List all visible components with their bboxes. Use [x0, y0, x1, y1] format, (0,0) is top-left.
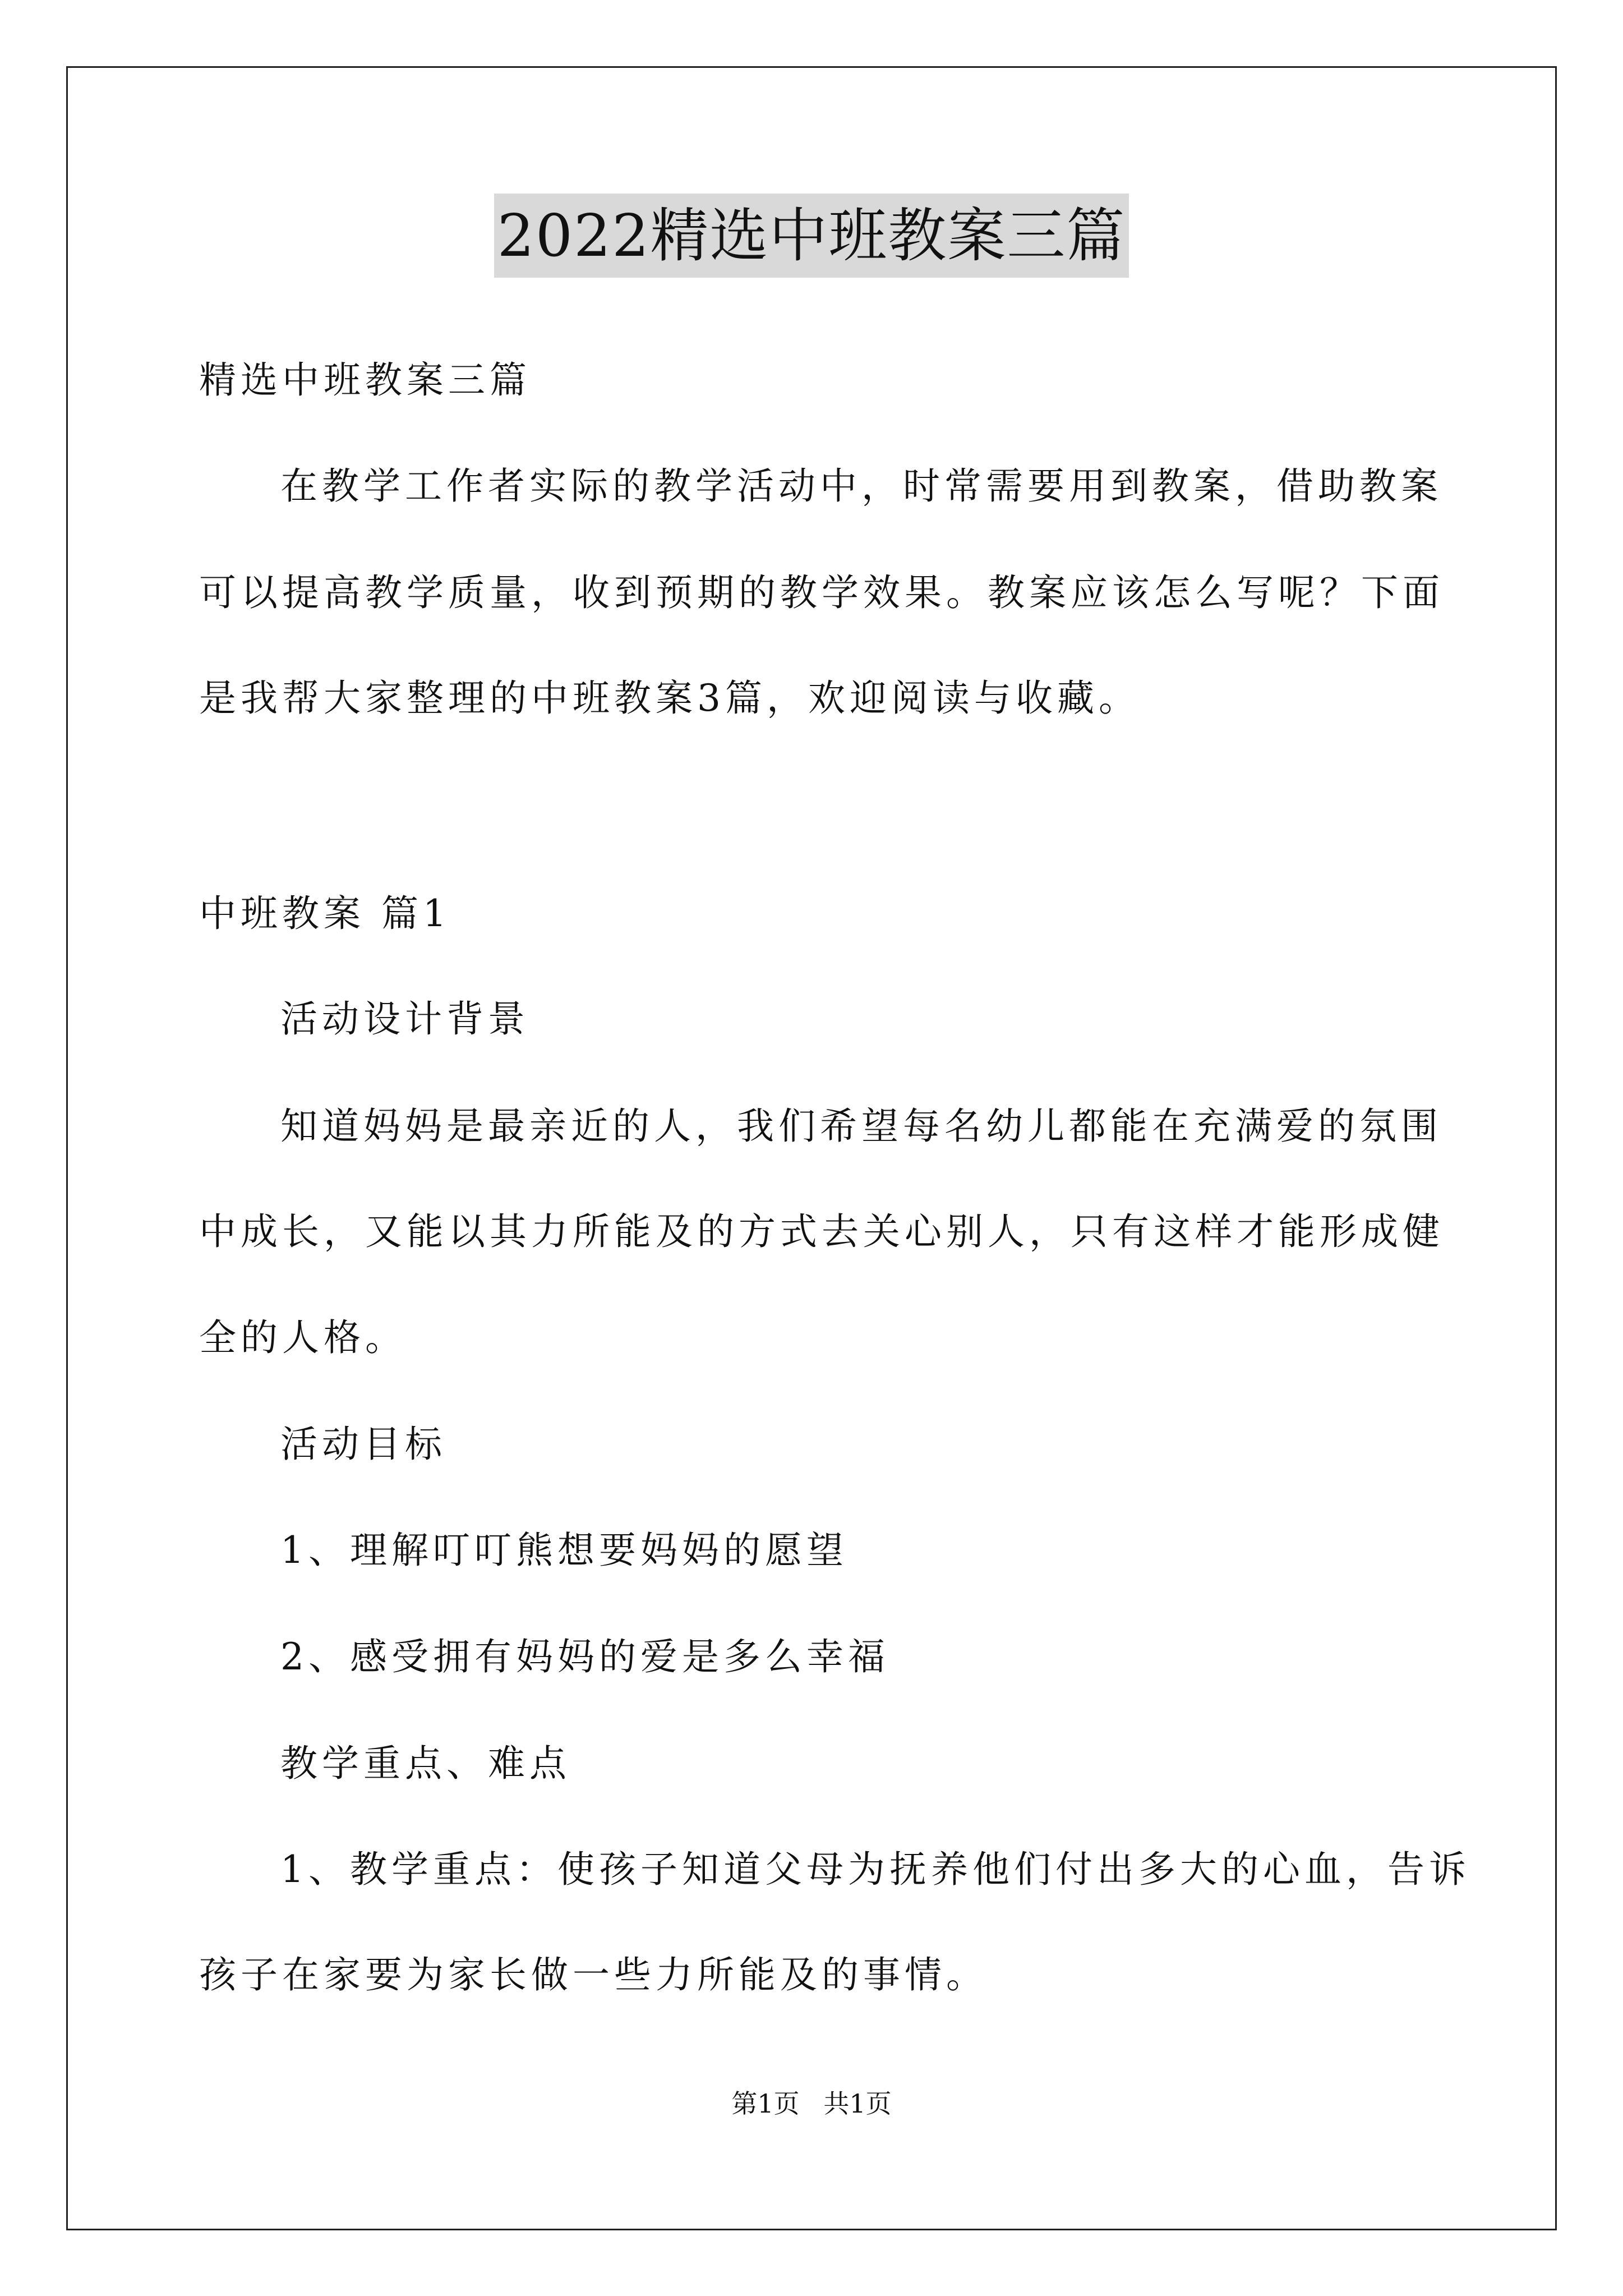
goal-item-1: 1、理解叮叮熊想要妈妈的愿望	[280, 1529, 848, 1572]
page-footer	[0, 2087, 1623, 2120]
intro-line-1: 在教学工作者实际的教学活动中，时常需要用到教案，借助教案	[280, 464, 1442, 508]
background-line-1: 知道妈妈是最亲近的人，我们希望每名幼儿都能在充满爱的氛围	[280, 1105, 1442, 1148]
intro-line-3: 是我帮大家整理的中班教案3篇，欢迎阅读与收藏。	[199, 677, 1140, 720]
title-wrap	[0, 194, 1623, 278]
document-subtitle: 精选中班教案三篇	[199, 358, 531, 402]
page-number: 第1页	[731, 2088, 800, 2119]
document-title: 2022精选中班教案三篇	[494, 194, 1129, 278]
page-total: 共1页	[823, 2088, 892, 2119]
section-heading: 中班教案 篇1	[199, 892, 451, 935]
background-heading: 活动设计背景	[280, 997, 529, 1041]
background-line-2: 中成长，又能以其力所能及的方式去关心别人，只有这样才能形成健	[199, 1210, 1444, 1253]
key-point-line-1: 1、教学重点：使孩子知道父母为抚养他们付出多大的心血，告诉	[280, 1848, 1470, 1891]
goal-item-2: 2、感受拥有妈妈的爱是多么幸福	[280, 1635, 889, 1678]
background-line-3: 全的人格。	[199, 1316, 407, 1359]
intro-line-2: 可以提高教学质量，收到预期的教学效果。教案应该怎么写呢？下面	[199, 571, 1444, 614]
key-point-line-2: 孩子在家要为家长做一些力所能及的事情。	[199, 1953, 988, 1996]
goals-heading: 活动目标	[280, 1423, 446, 1466]
key-points-heading: 教学重点、难点	[280, 1742, 571, 1785]
